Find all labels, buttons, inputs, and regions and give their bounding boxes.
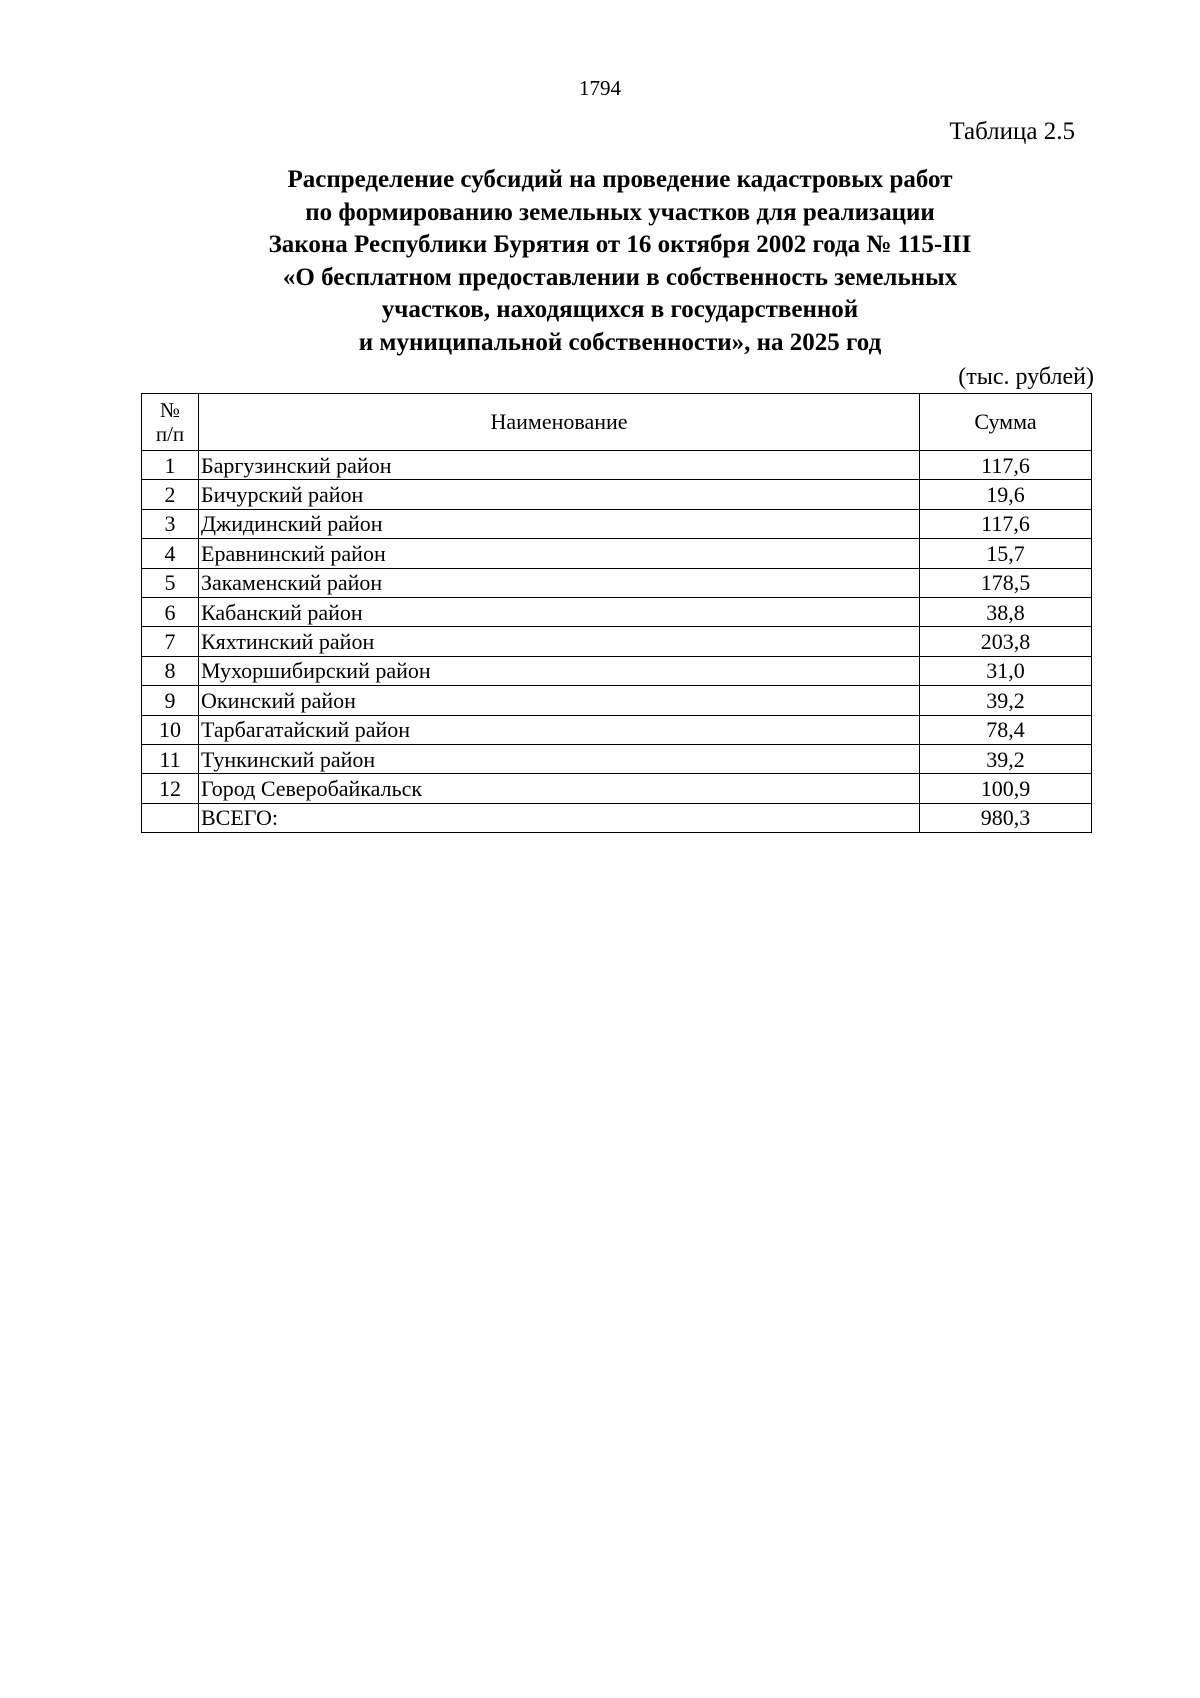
row-sum: 39,2 xyxy=(920,686,1092,715)
row-number xyxy=(142,803,199,832)
title-line: Закона Республики Бурятия от 16 октября 2002 года № 115-III xyxy=(268,231,972,258)
row-sum: 980,3 xyxy=(920,803,1092,832)
row-name: Тарбагатайский район xyxy=(199,715,920,744)
title-line: Распределение субсидий на проведение кадастровых работ xyxy=(287,166,953,193)
table-body xyxy=(142,451,1092,833)
subsidy-table xyxy=(141,393,1092,833)
header-sum: Сумма xyxy=(920,394,1092,451)
row-name: Кяхтинский район xyxy=(199,627,920,656)
row-number: 12 xyxy=(142,774,199,803)
header-num-line2: п/п xyxy=(155,422,185,446)
row-number: 8 xyxy=(142,656,199,685)
row-sum: 100,9 xyxy=(920,774,1092,803)
row-number: 9 xyxy=(142,686,199,715)
row-name: Мухоршибирский район xyxy=(199,656,920,685)
row-sum: 117,6 xyxy=(920,509,1092,538)
row-name: ВСЕГО: xyxy=(199,803,920,832)
row-name: Тункинский район xyxy=(199,744,920,773)
row-sum: 15,7 xyxy=(920,539,1092,568)
row-name: Закаменский район xyxy=(199,568,920,597)
row-number: 3 xyxy=(142,509,199,538)
row-name: Джидинский район xyxy=(199,509,920,538)
row-name: Баргузинский район xyxy=(199,451,920,480)
row-number: 7 xyxy=(142,627,199,656)
table-label: Таблица 2.5 xyxy=(949,118,1075,145)
table-row xyxy=(142,686,1092,715)
row-sum: 38,8 xyxy=(920,597,1092,626)
title-line: по формированию земельных участков для реализации xyxy=(305,198,935,226)
row-name: Окинский район xyxy=(199,686,920,715)
title-line: участков, находящихся в государственной xyxy=(381,296,859,323)
row-sum: 178,5 xyxy=(920,568,1092,597)
header-num-line1: № xyxy=(159,398,181,422)
title-line: и муниципальной собственности», на 2025 год xyxy=(358,328,882,356)
table-row xyxy=(142,656,1092,685)
table-row xyxy=(142,568,1092,597)
table-row xyxy=(142,480,1092,509)
row-number: 4 xyxy=(142,539,199,568)
units-label: (тыс. рублей) xyxy=(958,364,1094,390)
row-number: 5 xyxy=(142,568,199,597)
title-line: «О бесплатном предоставлении в собственность земельных xyxy=(282,263,958,291)
table-row xyxy=(142,509,1092,538)
table-row xyxy=(142,744,1092,773)
row-sum: 78,4 xyxy=(920,715,1092,744)
row-sum: 19,6 xyxy=(920,480,1092,509)
table-row xyxy=(142,451,1092,480)
row-name: Бичурский район xyxy=(199,480,920,509)
document-title xyxy=(160,164,1080,359)
table-row xyxy=(142,539,1092,568)
total-row xyxy=(142,803,1092,832)
header-name: Наименование xyxy=(199,394,920,451)
row-number: 1 xyxy=(142,451,199,480)
row-number: 10 xyxy=(142,715,199,744)
table-row xyxy=(142,774,1092,803)
table-header-row xyxy=(142,394,1092,451)
header-num xyxy=(142,394,199,451)
row-number: 2 xyxy=(142,480,199,509)
row-sum: 31,0 xyxy=(920,656,1092,685)
row-number: 6 xyxy=(142,597,199,626)
row-name: Город Северобайкальск xyxy=(199,774,920,803)
table-row xyxy=(142,597,1092,626)
table-row xyxy=(142,627,1092,656)
row-sum: 39,2 xyxy=(920,744,1092,773)
row-name: Еравнинский район xyxy=(199,539,920,568)
row-number: 11 xyxy=(142,744,199,773)
row-sum: 117,6 xyxy=(920,451,1092,480)
page-number: 1794 xyxy=(579,76,621,100)
table-row xyxy=(142,715,1092,744)
row-sum: 203,8 xyxy=(920,627,1092,656)
row-name: Кабанский район xyxy=(199,597,920,626)
